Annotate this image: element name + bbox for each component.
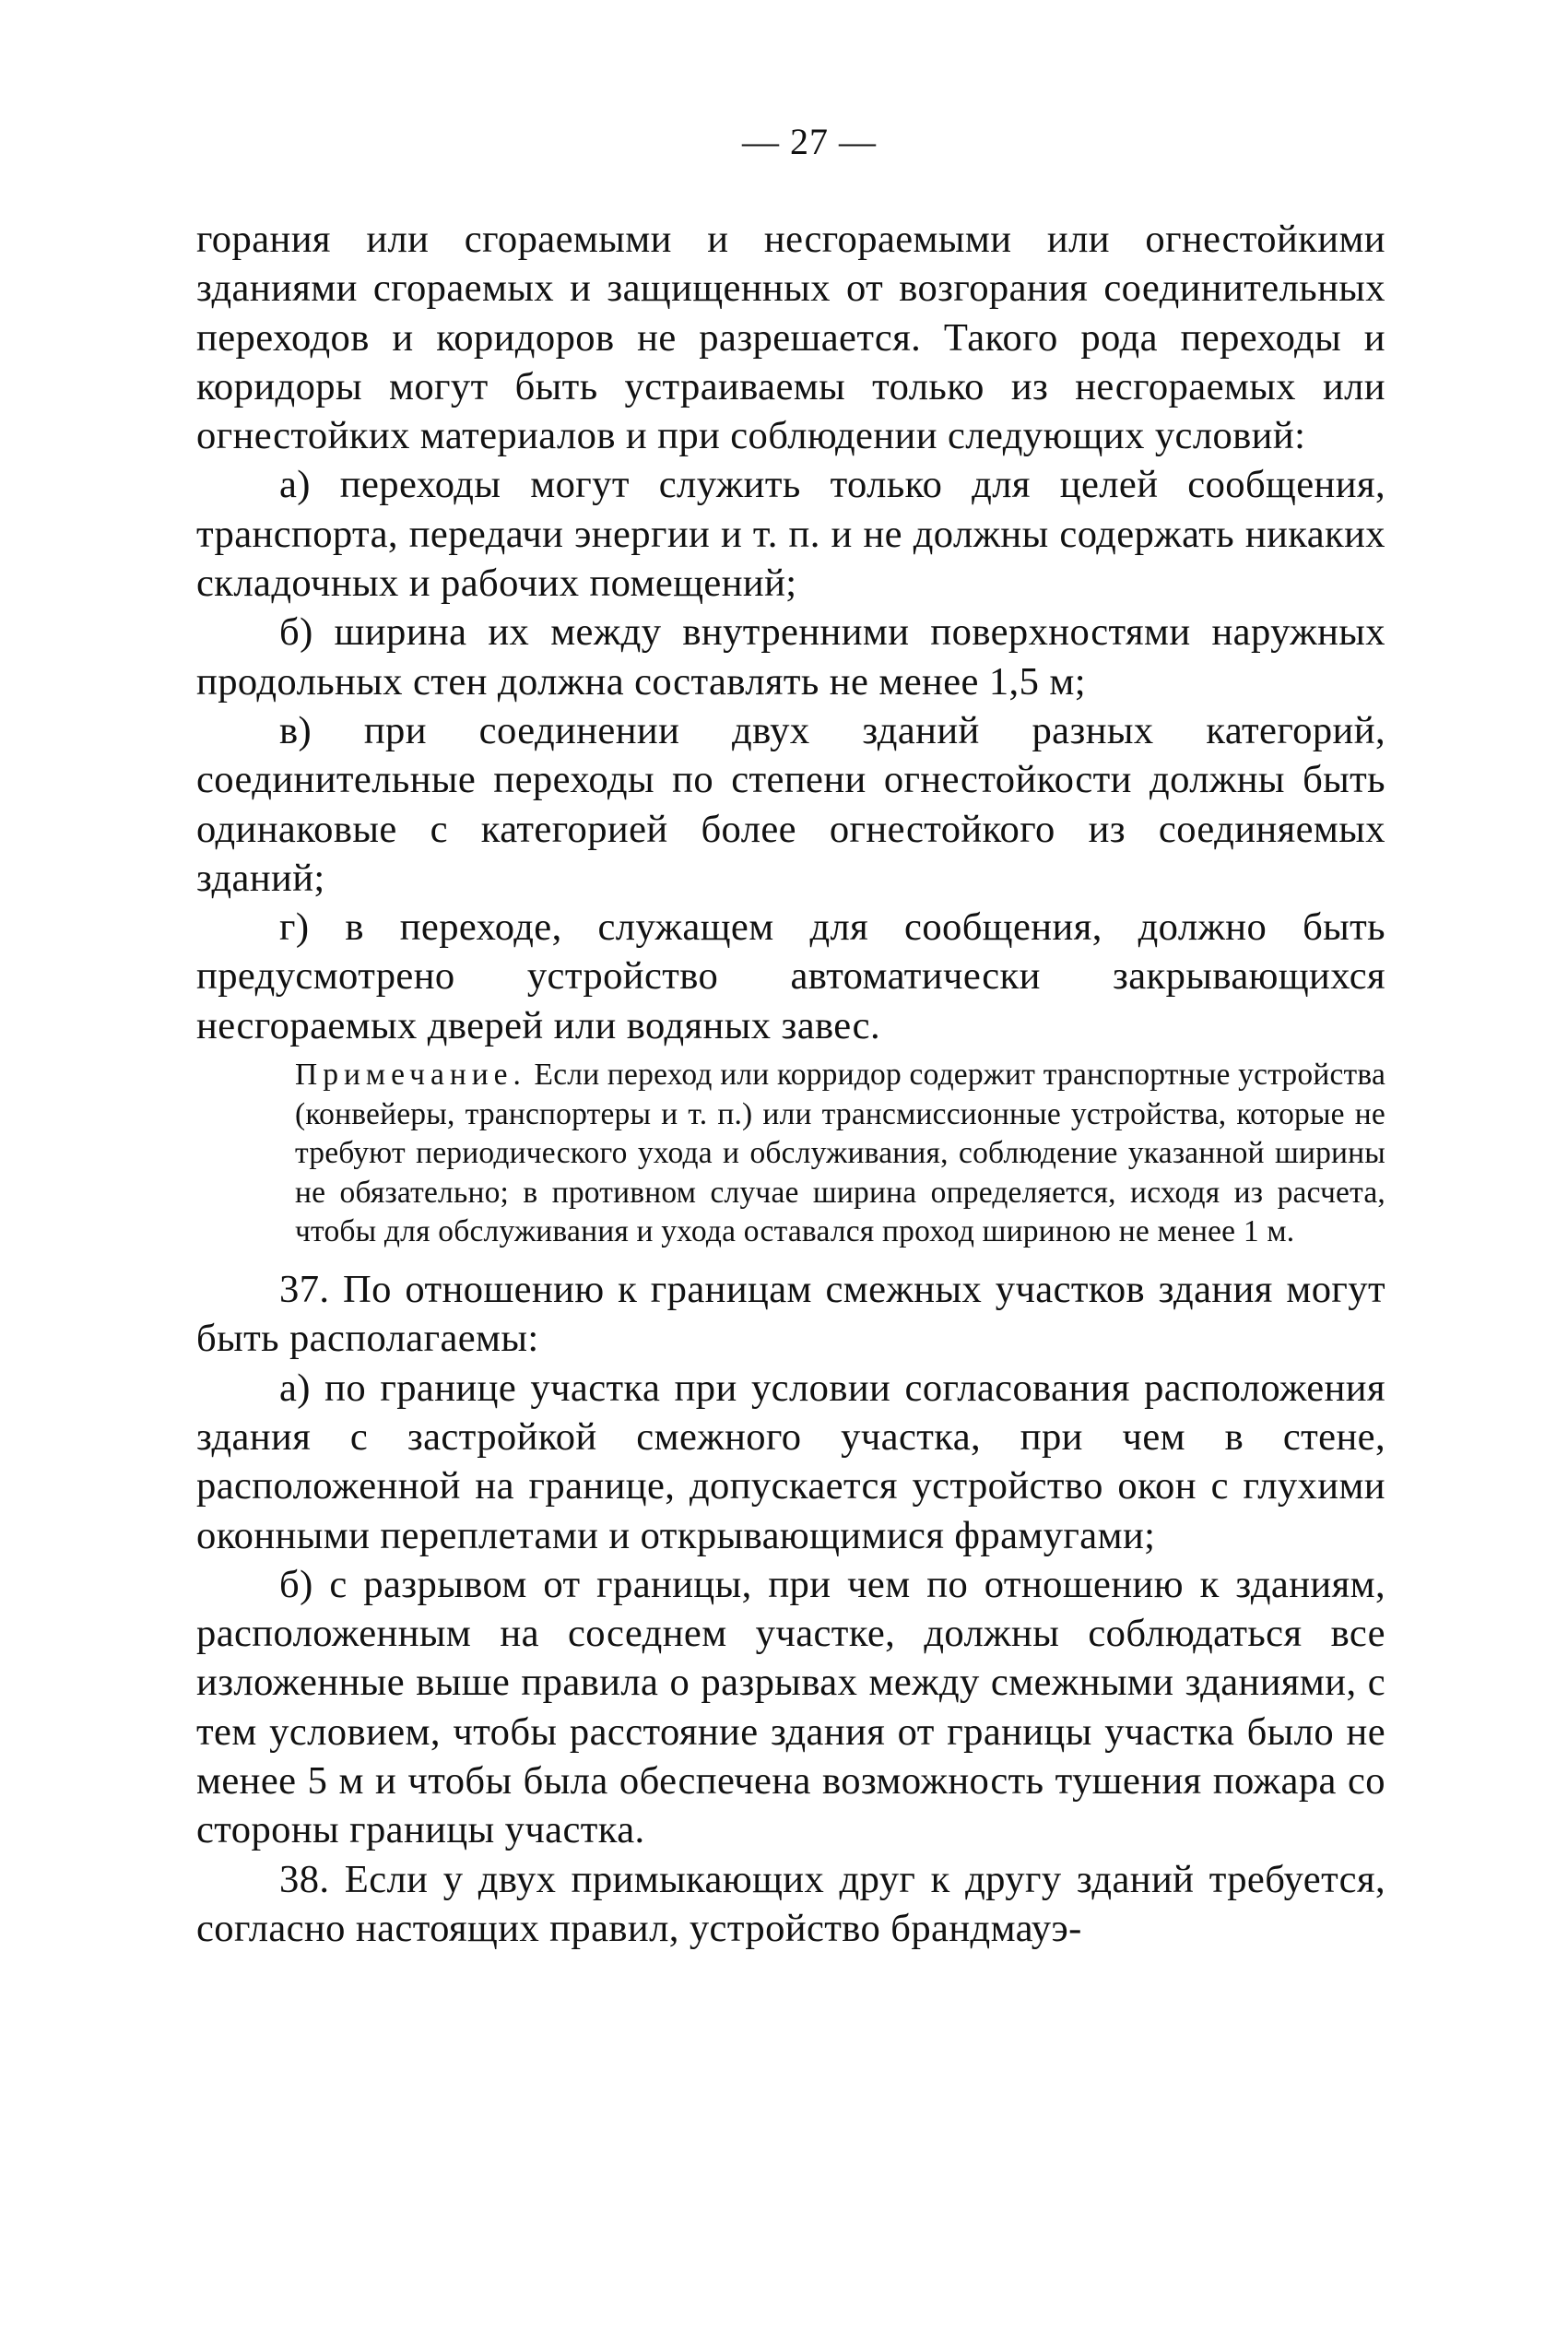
intro-paragraph: горания или сгораемыми и несгораемыми или огнестойкими зданиями сгораемых и защищенных от возгорания соединительных переходов и коридоров не разрешается. Такого рода переходы и коридоры могут быть устраиваемы только из несгораемых или огнестойких материалов и при соблюдении следующих условий: bbox=[196, 218, 1385, 458]
section-37-item-a: а) по границе участка при условии согласования расположения здания с застройкой смежного участка, при чем в стене, расположенной на границе, допускается устройство окон с глухими оконными переплетами и открывающимися фрамугами; bbox=[196, 1366, 1385, 1557]
document-page bbox=[196, 120, 1385, 1953]
section-37-item-b: б) с разрывом от границы, при чем по отношению к зданиям, расположенным на соседнем участке, должны соблюдаться все изложенные выше правила о разрывах между смежными зданиями, с тем условием, чтобы расстояние здания от границы участка было не менее 5 м и чтобы была обеспечена возможность тушения пожара со стороны границы участка. bbox=[196, 1562, 1385, 1852]
note-text: Если переход или корридор содержит транспортные устройства (конвейеры, транспортеры и т. п.) или трансмиссионные устройства, которые не требуют периодического ухода и обслуживания, соблюдение указанной ширины не обязательно; в противном случае ширина определяется, исходя из расчета, чтобы для обслуживания и ухода оставался проход шириною не менее 1 м. bbox=[295, 1058, 1386, 1249]
note-label: Примечание. bbox=[295, 1058, 526, 1093]
section-37-heading: 37. По отношению к границам смежных участков здания могут быть располагаемы: bbox=[196, 1268, 1385, 1361]
section-38-paragraph: 38. Если у двух примыкающих друг к другу зданий требуется, согласно настоящих правил, устройство брандмауэ- bbox=[196, 1857, 1385, 1950]
condition-g: г) в переходе, служащем для сообщения, должно быть предусмотрено устройство автоматически закрывающихся несгораемых дверей или водяных завес. bbox=[196, 905, 1385, 1047]
condition-b: б) ширина их между внутренними поверхностями наружных продольных стен должна составлять не менее 1,5 м; bbox=[196, 610, 1385, 704]
condition-a: а) переходы могут служить только для целей сообщения, транспорта, передачи энергии и т. п. и не должны содержать никаких складочных и рабочих помещений; bbox=[196, 463, 1385, 606]
page-number: — 27 — bbox=[742, 121, 877, 162]
note-paragraph bbox=[295, 1056, 1385, 1252]
condition-v: в) при соединении двух зданий разных категорий, соединительные переходы по степени огнестойкости должны быть одинаковые с категорией более огнестойкого из соединяемых зданий; bbox=[196, 708, 1385, 900]
